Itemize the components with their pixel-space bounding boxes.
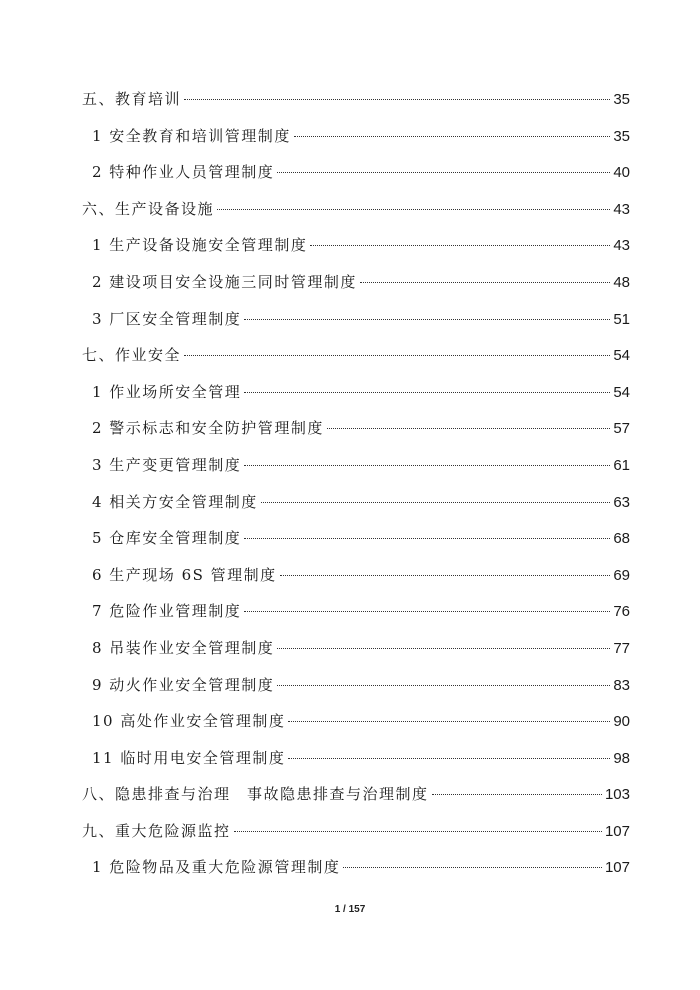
toc-entry-page-number: 61 (613, 456, 630, 474)
toc-entry-page-number: 103 (604, 786, 630, 804)
toc-entry-page-number: 54 (613, 347, 630, 365)
toc-entry-page-number: 76 (613, 603, 630, 621)
toc-entry-label: 3 厂区安全管理制度 (92, 309, 242, 328)
toc-entry-page-number: 83 (613, 676, 630, 694)
toc-entry-page-number: 35 (613, 127, 630, 145)
toc-dot-leader (244, 538, 610, 539)
toc-entry[interactable] (82, 454, 630, 491)
toc-entry-page-number: 69 (613, 566, 630, 584)
table-of-contents (82, 88, 630, 893)
toc-entry-label: 八、隐患排查与治理 事故隐患排查与治理制度 (82, 785, 429, 804)
toc-entry-page-number: 77 (613, 639, 630, 657)
toc-entry[interactable] (82, 820, 630, 857)
toc-dot-leader (360, 282, 610, 283)
toc-entry[interactable] (82, 637, 630, 674)
toc-dot-leader (310, 245, 610, 246)
toc-entry-label: 8 吊装作业安全管理制度 (92, 638, 275, 657)
toc-dot-leader (277, 685, 610, 686)
toc-entry-label: 5 仓库安全管理制度 (92, 529, 242, 548)
toc-entry-page-number: 98 (613, 749, 630, 767)
toc-entry[interactable] (82, 600, 630, 637)
toc-dot-leader (343, 867, 602, 868)
toc-entry[interactable] (82, 198, 630, 235)
toc-entry[interactable] (82, 417, 630, 454)
toc-entry[interactable] (82, 308, 630, 345)
toc-dot-leader (234, 831, 602, 832)
toc-dot-leader (217, 209, 610, 210)
toc-entry[interactable] (82, 161, 630, 198)
toc-entry[interactable] (82, 527, 630, 564)
toc-dot-leader (244, 465, 610, 466)
page-number-footer: 1 / 157 (334, 904, 366, 915)
toc-entry[interactable] (82, 747, 630, 784)
toc-dot-leader (277, 172, 610, 173)
toc-entry-page-number: 107 (604, 822, 630, 840)
toc-entry-page-number: 43 (613, 200, 630, 218)
toc-entry-label: 9 动火作业安全管理制度 (92, 675, 275, 694)
toc-dot-leader (184, 355, 610, 356)
toc-entry[interactable] (82, 381, 630, 418)
toc-entry-page-number: 40 (613, 164, 630, 182)
toc-entry-page-number: 35 (613, 91, 630, 108)
toc-entry-label: 2 警示标志和安全防护管理制度 (92, 419, 324, 438)
toc-entry-page-number: 51 (613, 310, 630, 328)
toc-dot-leader (277, 648, 610, 649)
toc-entry[interactable] (82, 234, 630, 271)
toc-dot-leader (244, 319, 610, 320)
toc-entry[interactable] (82, 564, 630, 601)
toc-entry-page-number: 107 (604, 859, 630, 877)
toc-dot-leader (244, 392, 610, 393)
toc-entry-page-number: 54 (613, 383, 630, 401)
toc-dot-leader (327, 428, 610, 429)
toc-dot-leader (432, 794, 602, 795)
toc-entry[interactable] (82, 125, 630, 162)
toc-entry[interactable] (82, 783, 630, 820)
toc-entry-label: 2 建设项目安全设施三同时管理制度 (92, 272, 357, 291)
toc-entry[interactable] (82, 856, 630, 893)
toc-entry-page-number: 48 (613, 273, 630, 291)
toc-entry-label: 1 危险物品及重大危险源管理制度 (92, 858, 341, 877)
toc-entry-label: 2 特种作业人员管理制度 (92, 163, 275, 182)
toc-entry-label: 3 生产变更管理制度 (92, 455, 242, 474)
toc-entry[interactable] (82, 271, 630, 308)
toc-dot-leader (294, 136, 610, 137)
toc-entry-label: 1 安全教育和培训管理制度 (92, 126, 291, 145)
toc-dot-leader (244, 611, 610, 612)
toc-entry-label: 六、生产设备设施 (82, 199, 215, 218)
toc-entry[interactable] (82, 710, 630, 747)
toc-entry-page-number: 68 (613, 530, 630, 548)
toc-entry[interactable] (82, 344, 630, 381)
toc-dot-leader (184, 99, 610, 100)
toc-entry[interactable] (82, 88, 630, 125)
toc-dot-leader (288, 721, 610, 722)
toc-entry-label: 11 临时用电安全管理制度 (92, 748, 286, 767)
toc-entry-label: 七、作业安全 (82, 346, 182, 365)
toc-entry-page-number: 90 (613, 713, 630, 731)
toc-dot-leader (280, 575, 611, 576)
toc-entry-label: 6 生产现场 6S 管理制度 (92, 565, 277, 584)
toc-entry-label: 1 生产设备设施安全管理制度 (92, 236, 308, 255)
toc-entry-label: 五、教育培训 (82, 90, 182, 108)
toc-dot-leader (261, 502, 611, 503)
toc-entry-label: 1 作业场所安全管理 (92, 382, 242, 401)
toc-entry[interactable] (82, 674, 630, 711)
toc-entry-page-number: 63 (613, 493, 630, 511)
toc-dot-leader (288, 758, 610, 759)
toc-entry-label: 10 高处作业安全管理制度 (92, 712, 286, 731)
toc-entry-label: 7 危险作业管理制度 (92, 602, 242, 621)
toc-entry-page-number: 57 (613, 420, 630, 438)
toc-entry-label: 4 相关方安全管理制度 (92, 492, 258, 511)
toc-entry-label: 九、重大危险源监控 (82, 821, 231, 840)
toc-entry[interactable] (82, 491, 630, 528)
toc-entry-page-number: 43 (613, 237, 630, 255)
